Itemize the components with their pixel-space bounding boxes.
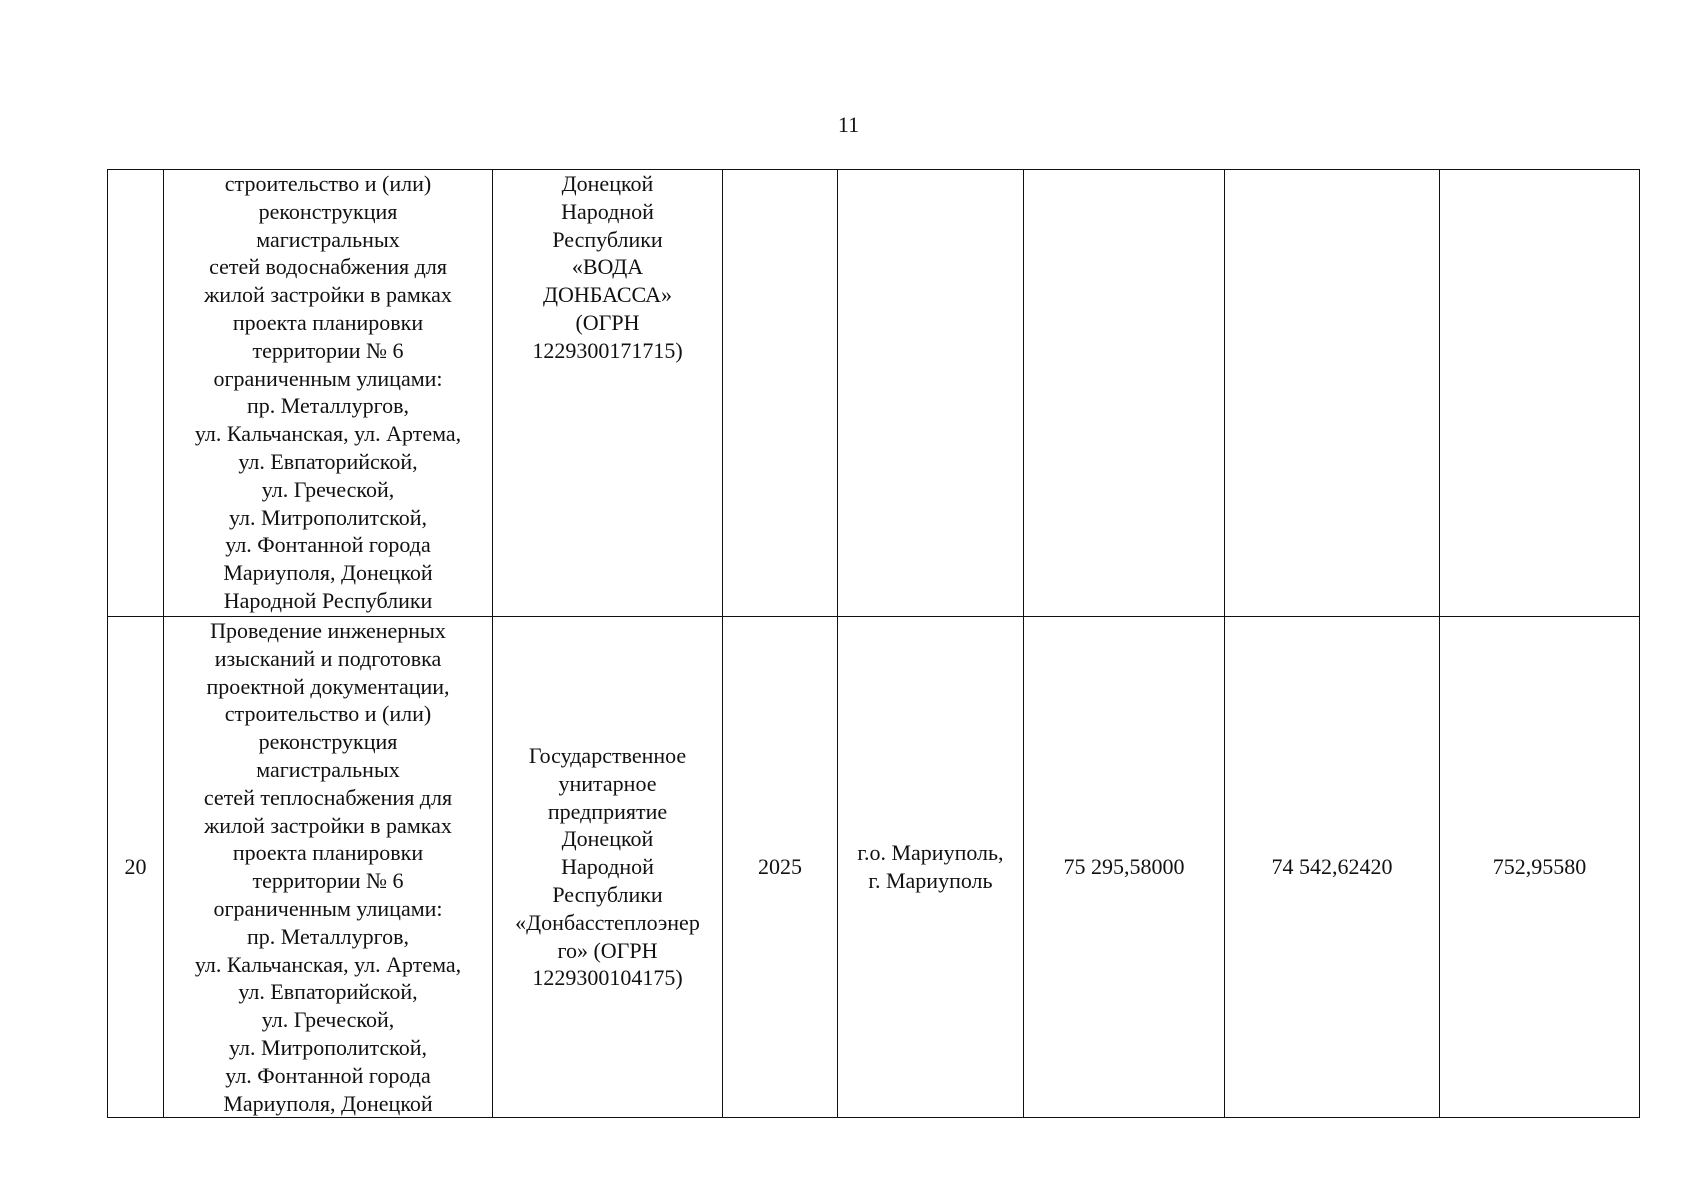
description-cell: [164, 170, 493, 617]
year-cell: [723, 617, 838, 1118]
table-row: [108, 617, 1640, 1118]
location-cell: [838, 617, 1024, 1118]
organization-text: Донецкой Народной Республики «ВОДА ДОНБАССА» (ОГРН 1229300171715): [532, 171, 683, 363]
organization-text: Государственное унитарное предприятие Донецкой Народной Республики «Донбасстеплоэнер го» (ОГРН 1229300104175): [515, 743, 700, 991]
amount-2-cell: [1440, 617, 1640, 1118]
total-cell: [1024, 617, 1225, 1118]
table-row: [108, 170, 1640, 617]
amount-1-cell: [1225, 170, 1440, 617]
row-number-cell: [108, 170, 164, 617]
organization-cell: [493, 617, 723, 1118]
row-number-cell: [108, 617, 164, 1118]
description-text: Проведение инженерных изысканий и подготовка проектной документации, строительство и (или) реконструкция магистральных сетей теплоснабжения для жилой застройки в рамках проекта планировки территории № 6 ограниченным улицами: пр. Металлургов, ул. Кальчанская, ул. Артема, ул. Евпаторийской, ул. Греческой, ул. Митрополитской, ул. Фонтанной города Мариуполя, Донецкой: [194, 618, 462, 1116]
organization-cell: [493, 170, 723, 617]
total-amount: 75 295,58000: [1063, 854, 1185, 880]
amount-2-cell: [1440, 170, 1640, 617]
row-number: 20: [124, 854, 147, 880]
data-table: [107, 169, 1640, 1118]
location-text: г.о. Мариуполь, г. Мариуполь: [857, 840, 1004, 894]
amount-1-cell: [1225, 617, 1440, 1118]
amount-2: 752,95580: [1492, 854, 1587, 880]
description-cell: [164, 617, 493, 1118]
year-text: 2025: [758, 854, 802, 880]
year-cell: [723, 170, 838, 617]
location-cell: [838, 170, 1024, 617]
total-cell: [1024, 170, 1225, 617]
page-number: 11: [837, 112, 860, 137]
description-text: строительство и (или) реконструкция магистральных сетей водоснабжения для жилой застройки в рамках проекта планировки территории № 6 ограниченным улицами: пр. Металлургов, ул. Кальчанская, ул. Артема, ул. Евпаторийской, ул. Греческой, ул. Митрополитской, ул. Фонтанной города Мариуполя, Донецкой Народной Республики: [194, 171, 462, 613]
amount-1: 74 542,62420: [1271, 854, 1393, 880]
